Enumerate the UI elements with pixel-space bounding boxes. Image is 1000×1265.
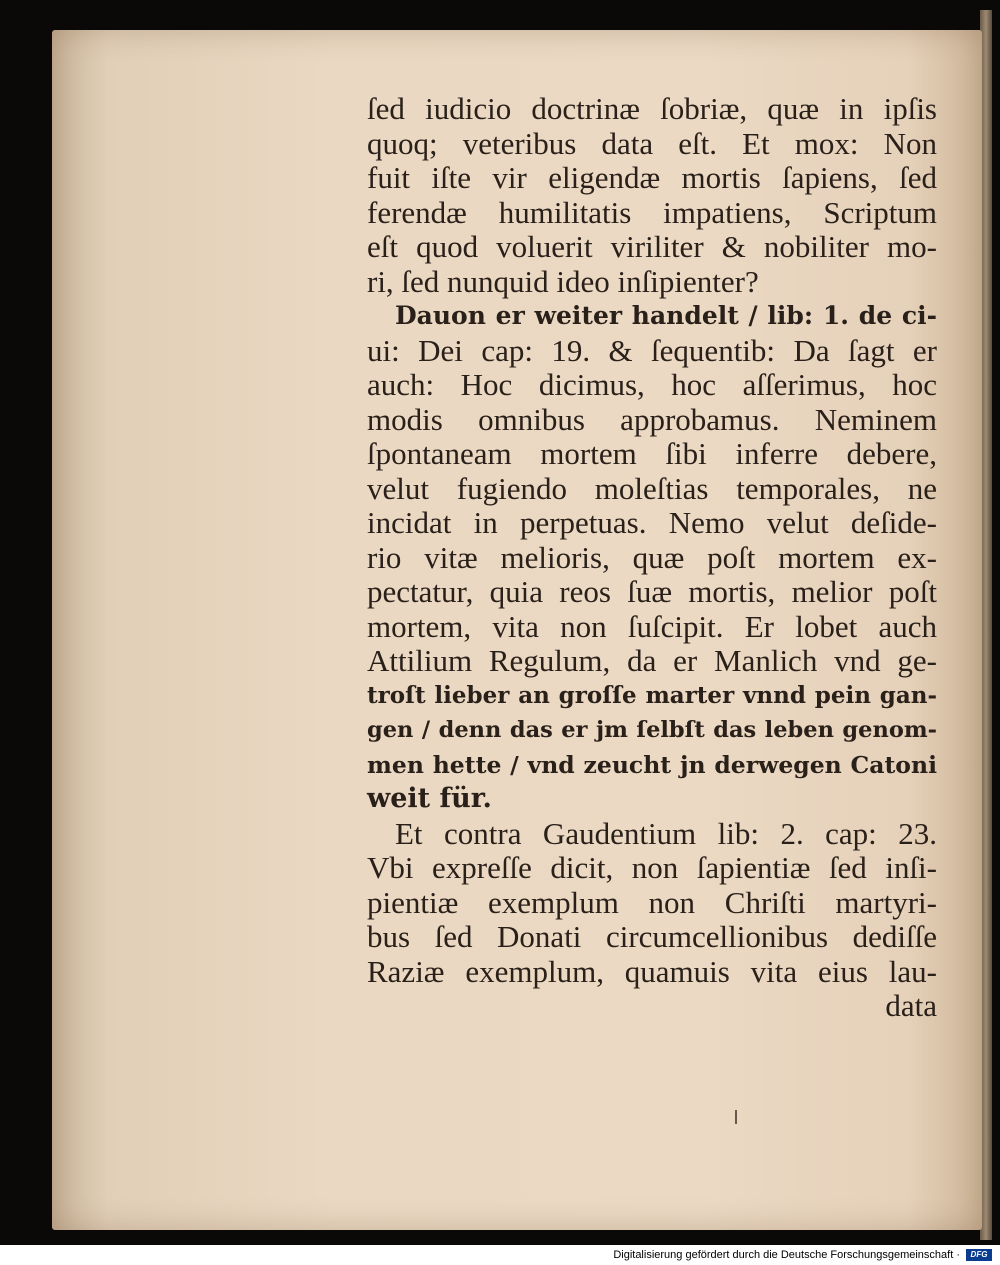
page-text-block [367, 92, 937, 1024]
text-line-5: eſt quod voluerit viriliter & nobiliter mo- [367, 229, 937, 264]
catchword: data [885, 988, 937, 1023]
text-line-7: Dauon er weiter handelt / lib: 1. de ci- [395, 301, 937, 330]
text-line-19: gen / denn das er jm ſelbſt das leben genom- [367, 717, 937, 743]
text-line-26: Raziæ exemplum, quamuis vita eius lau- [367, 953, 937, 989]
text-line-4: ferendæ humilitatis impatiens, Scriptum [367, 194, 937, 230]
text-line-24: pientiæ exemplum non Chriſti martyri- [367, 884, 937, 920]
text-line-17: Attilium Regulum, da er Manlich vnd ge- [367, 643, 937, 678]
text-line-21: weit für. [367, 783, 492, 814]
text-line-25: bus ſed Donati circumcellionibus dediſſe [367, 919, 937, 954]
text-line-1: ſed iudicio doctrinæ ſobriæ, quæ in ipſis [367, 91, 937, 126]
text-line-12: velut fugiendo moleſtias temporales, ne [367, 470, 937, 506]
text-line-8: ui: Dei cap: 19. & ſequentib: Da ſagt er [367, 332, 937, 368]
text-line-23: Vbi expreſſe dicit, non ſapientiæ ſed inſi- [367, 850, 937, 885]
text-line-13: incidat in perpetuas. Nemo velut deſide- [367, 505, 937, 540]
text-line-16: mortem, vita non ſuſcipit. Er lobet auch [367, 608, 937, 644]
funding-note: Digitalisierung gefördert durch die Deutsche Forschungsgemeinschaft · [613, 1249, 960, 1261]
text-line-9: auch: Hoc dicimus, hoc aſſerimus, hoc [367, 367, 937, 402]
text-line-3: fuit iſte vir eligendæ mortis ſapiens, ſed [367, 160, 937, 195]
text-line-15: pectatur, quia reos ſuæ mortis, melior poſt [367, 574, 937, 609]
text-line-6: ri, ſed nunquid ideo inſipienter? [367, 263, 759, 299]
dfg-logo-icon: DFG [966, 1249, 992, 1261]
text-line-18: troſt lieber an groſſe marter vnnd pein gan- [367, 681, 937, 709]
paper-mark [735, 1110, 737, 1124]
text-line-14: rio vitæ melioris, quæ poſt mortem ex- [367, 539, 937, 575]
text-line-20: men hette / vnd zeucht jn derwegen Catoni [367, 750, 937, 779]
footer-bar [0, 1245, 1000, 1265]
text-line-22: Et contra Gaudentium lib: 2. cap: 23. [395, 815, 937, 851]
text-line-10: modis omnibus approbamus. Neminem [367, 401, 937, 437]
text-line-11: ſpontaneam mortem ſibi inferre debere, [367, 436, 937, 471]
text-line-2: quoq; veteribus data eſt. Et mox: Non [367, 125, 937, 161]
